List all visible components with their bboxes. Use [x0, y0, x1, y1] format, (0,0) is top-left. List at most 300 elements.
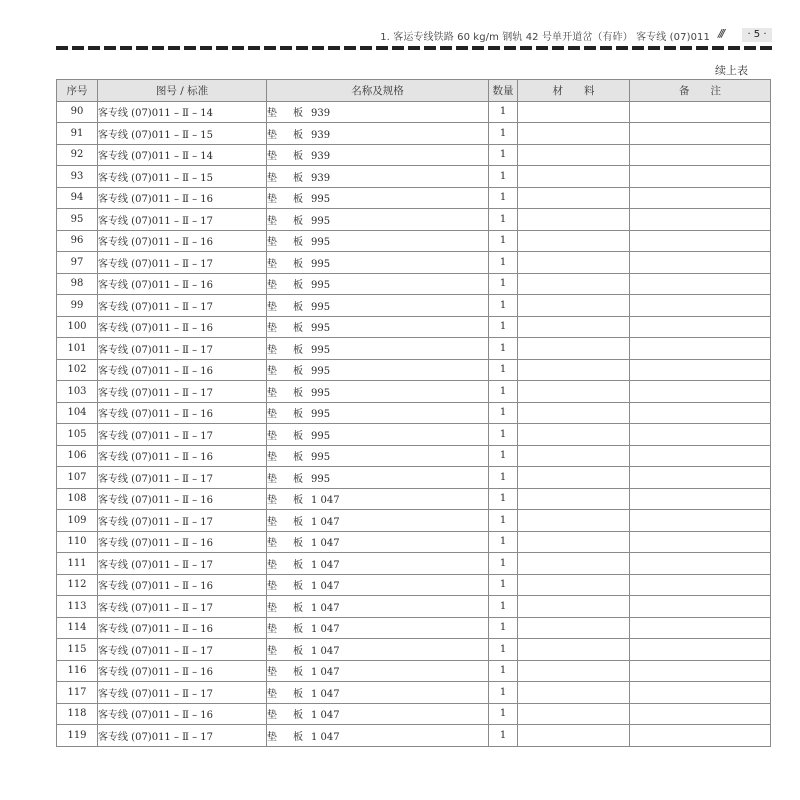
remarks-cell: [630, 402, 771, 424]
drawing-number: 客专线 (07)011 – Ⅱ – 17: [98, 252, 267, 274]
column-header-code: 图号 / 标准: [98, 80, 267, 102]
material-cell: [518, 445, 630, 467]
row-number: 92: [57, 144, 98, 166]
part-name-1: 垫: [267, 452, 277, 464]
row-number: 96: [57, 230, 98, 252]
row-number: 99: [57, 295, 98, 317]
part-spec: 995: [311, 387, 331, 399]
drawing-number: 客专线 (07)011 – Ⅱ – 16: [98, 230, 267, 252]
part-name-spec: [267, 424, 489, 446]
part-spec: 995: [311, 237, 331, 249]
part-name-2: 板: [293, 473, 303, 485]
row-number: 113: [57, 596, 98, 618]
quantity: 1: [489, 402, 518, 424]
quantity: 1: [489, 295, 518, 317]
part-name-1: 垫: [267, 602, 277, 614]
row-number: 94: [57, 187, 98, 209]
table-row: [57, 252, 771, 274]
table-row: [57, 703, 771, 725]
part-name-1: 垫: [267, 430, 277, 442]
drawing-number: 客专线 (07)011 – Ⅱ – 16: [98, 617, 267, 639]
part-name-2: 板: [293, 387, 303, 399]
drawing-number: 客专线 (07)011 – Ⅱ – 17: [98, 338, 267, 360]
remarks-cell: [630, 209, 771, 231]
part-name-2: 板: [293, 430, 303, 442]
part-name-1: 垫: [267, 215, 277, 227]
part-spec: 1 047: [311, 710, 340, 722]
part-name-1: 垫: [267, 667, 277, 679]
part-name-spec: [267, 445, 489, 467]
material-cell: [518, 703, 630, 725]
row-number: 105: [57, 424, 98, 446]
part-name-spec: [267, 273, 489, 295]
part-spec: 995: [311, 215, 331, 227]
material-cell: [518, 488, 630, 510]
quantity: 1: [489, 660, 518, 682]
table-row: [57, 273, 771, 295]
material-cell: [518, 359, 630, 381]
part-name-1: 垫: [267, 710, 277, 722]
material-cell: [518, 338, 630, 360]
row-number: 110: [57, 531, 98, 553]
quantity: 1: [489, 725, 518, 747]
part-name-2: 板: [293, 667, 303, 679]
material-cell: [518, 574, 630, 596]
part-spec: 995: [311, 430, 331, 442]
material-cell: [518, 166, 630, 188]
table-row: [57, 295, 771, 317]
part-spec: 995: [311, 344, 331, 356]
part-name-2: 板: [293, 237, 303, 249]
table-row: [57, 510, 771, 532]
material-cell: [518, 682, 630, 704]
part-name-1: 垫: [267, 280, 277, 292]
remarks-cell: [630, 424, 771, 446]
part-name-2: 板: [293, 366, 303, 378]
drawing-number: 客专线 (07)011 – Ⅱ – 14: [98, 101, 267, 123]
part-name-spec: [267, 467, 489, 489]
part-spec: 995: [311, 366, 331, 378]
column-header-name: 名称及规格: [267, 80, 489, 102]
part-name-2: 板: [293, 108, 303, 120]
remarks-cell: [630, 316, 771, 338]
quantity: 1: [489, 101, 518, 123]
drawing-number: 客专线 (07)011 – Ⅱ – 17: [98, 467, 267, 489]
drawing-number: 客专线 (07)011 – Ⅱ – 17: [98, 295, 267, 317]
part-name-spec: [267, 488, 489, 510]
remarks-cell: [630, 166, 771, 188]
material-cell: [518, 467, 630, 489]
material-cell: [518, 144, 630, 166]
part-spec: 1 047: [311, 516, 340, 528]
drawing-number: 客专线 (07)011 – Ⅱ – 16: [98, 703, 267, 725]
material-cell: [518, 273, 630, 295]
part-name-2: 板: [293, 280, 303, 292]
drawing-number: 客专线 (07)011 – Ⅱ – 17: [98, 725, 267, 747]
material-cell: [518, 660, 630, 682]
material-cell: [518, 230, 630, 252]
part-name-spec: [267, 660, 489, 682]
row-number: 115: [57, 639, 98, 661]
row-number: 114: [57, 617, 98, 639]
part-name-spec: [267, 402, 489, 424]
part-spec: 995: [311, 452, 331, 464]
table-row: [57, 488, 771, 510]
table-row: [57, 187, 771, 209]
quantity: 1: [489, 166, 518, 188]
part-name-2: 板: [293, 258, 303, 270]
part-spec: 1 047: [311, 495, 340, 507]
part-name-1: 垫: [267, 194, 277, 206]
part-name-spec: [267, 144, 489, 166]
part-spec: 995: [311, 258, 331, 270]
row-number: 104: [57, 402, 98, 424]
part-name-1: 垫: [267, 495, 277, 507]
table-row: [57, 381, 771, 403]
remarks-cell: [630, 617, 771, 639]
row-number: 97: [57, 252, 98, 274]
remarks-cell: [630, 574, 771, 596]
remarks-cell: [630, 596, 771, 618]
row-number: 90: [57, 101, 98, 123]
remarks-cell: [630, 123, 771, 145]
part-name-2: 板: [293, 516, 303, 528]
part-name-1: 垫: [267, 237, 277, 249]
quantity: 1: [489, 359, 518, 381]
part-name-2: 板: [293, 538, 303, 550]
part-name-spec: [267, 187, 489, 209]
part-spec: 1 047: [311, 559, 340, 571]
part-name-spec: [267, 553, 489, 575]
part-name-spec: [267, 359, 489, 381]
row-number: 111: [57, 553, 98, 575]
part-spec: 1 047: [311, 624, 340, 636]
part-spec: 995: [311, 473, 331, 485]
part-name-1: 垫: [267, 129, 277, 141]
part-name-1: 垫: [267, 258, 277, 270]
drawing-number: 客专线 (07)011 – Ⅱ – 17: [98, 553, 267, 575]
remarks-cell: [630, 488, 771, 510]
part-name-2: 板: [293, 495, 303, 507]
column-header-remarks: 备 注: [630, 80, 771, 102]
parts-table: [56, 79, 771, 747]
part-name-spec: [267, 596, 489, 618]
quantity: 1: [489, 574, 518, 596]
part-spec: 995: [311, 194, 331, 206]
part-name-2: 板: [293, 409, 303, 421]
quantity: 1: [489, 338, 518, 360]
table-row: [57, 166, 771, 188]
part-name-2: 板: [293, 151, 303, 163]
remarks-cell: [630, 682, 771, 704]
part-name-spec: [267, 123, 489, 145]
quantity: 1: [489, 467, 518, 489]
material-cell: [518, 381, 630, 403]
drawing-number: 客专线 (07)011 – Ⅱ – 15: [98, 123, 267, 145]
part-spec: 995: [311, 301, 331, 313]
material-cell: [518, 209, 630, 231]
part-name-1: 垫: [267, 108, 277, 120]
part-name-spec: [267, 209, 489, 231]
part-name-spec: [267, 166, 489, 188]
part-name-spec: [267, 381, 489, 403]
table-row: [57, 596, 771, 618]
part-name-2: 板: [293, 301, 303, 313]
material-cell: [518, 295, 630, 317]
drawing-number: 客专线 (07)011 – Ⅱ – 16: [98, 531, 267, 553]
table-row: [57, 682, 771, 704]
material-cell: [518, 531, 630, 553]
drawing-number: 客专线 (07)011 – Ⅱ – 16: [98, 273, 267, 295]
header-slashes: ///: [718, 27, 724, 40]
row-number: 117: [57, 682, 98, 704]
quantity: 1: [489, 596, 518, 618]
remarks-cell: [630, 531, 771, 553]
part-name-2: 板: [293, 645, 303, 657]
drawing-number: 客专线 (07)011 – Ⅱ – 16: [98, 660, 267, 682]
table-row: [57, 123, 771, 145]
remarks-cell: [630, 381, 771, 403]
part-spec: 1 047: [311, 538, 340, 550]
drawing-number: 客专线 (07)011 – Ⅱ – 16: [98, 488, 267, 510]
quantity: 1: [489, 381, 518, 403]
part-name-1: 垫: [267, 624, 277, 636]
row-number: 91: [57, 123, 98, 145]
part-name-2: 板: [293, 710, 303, 722]
part-name-spec: [267, 617, 489, 639]
part-spec: 939: [311, 129, 331, 141]
part-name-1: 垫: [267, 151, 277, 163]
drawing-number: 客专线 (07)011 – Ⅱ – 15: [98, 166, 267, 188]
table-row: [57, 144, 771, 166]
quantity: 1: [489, 144, 518, 166]
remarks-cell: [630, 660, 771, 682]
drawing-number: 客专线 (07)011 – Ⅱ – 16: [98, 574, 267, 596]
part-spec: 1 047: [311, 667, 340, 679]
part-name-spec: [267, 639, 489, 661]
quantity: 1: [489, 510, 518, 532]
part-name-2: 板: [293, 194, 303, 206]
row-number: 118: [57, 703, 98, 725]
table-row: [57, 725, 771, 747]
drawing-number: 客专线 (07)011 – Ⅱ – 17: [98, 424, 267, 446]
part-name-spec: [267, 725, 489, 747]
drawing-number: 客专线 (07)011 – Ⅱ – 17: [98, 209, 267, 231]
row-number: 98: [57, 273, 98, 295]
part-name-spec: [267, 252, 489, 274]
table-row: [57, 316, 771, 338]
part-name-2: 板: [293, 129, 303, 141]
part-name-spec: [267, 510, 489, 532]
material-cell: [518, 101, 630, 123]
part-name-spec: [267, 682, 489, 704]
part-name-spec: [267, 703, 489, 725]
part-name-1: 垫: [267, 688, 277, 700]
part-name-spec: [267, 338, 489, 360]
row-number: 112: [57, 574, 98, 596]
quantity: 1: [489, 488, 518, 510]
remarks-cell: [630, 725, 771, 747]
table-row: [57, 617, 771, 639]
part-name-1: 垫: [267, 473, 277, 485]
part-name-1: 垫: [267, 387, 277, 399]
part-spec: 995: [311, 323, 331, 335]
quantity: 1: [489, 553, 518, 575]
part-spec: 1 047: [311, 688, 340, 700]
drawing-number: 客专线 (07)011 – Ⅱ – 17: [98, 682, 267, 704]
quantity: 1: [489, 531, 518, 553]
part-name-1: 垫: [267, 516, 277, 528]
remarks-cell: [630, 703, 771, 725]
quantity: 1: [489, 209, 518, 231]
remarks-cell: [630, 230, 771, 252]
part-name-2: 板: [293, 344, 303, 356]
part-name-2: 板: [293, 602, 303, 614]
drawing-number: 客专线 (07)011 – Ⅱ – 17: [98, 381, 267, 403]
row-number: 102: [57, 359, 98, 381]
page-number: · 5 ·: [742, 28, 772, 42]
drawing-number: 客专线 (07)011 – Ⅱ – 17: [98, 639, 267, 661]
material-cell: [518, 424, 630, 446]
quantity: 1: [489, 273, 518, 295]
part-name-2: 板: [293, 559, 303, 571]
part-spec: 1 047: [311, 731, 340, 743]
row-number: 109: [57, 510, 98, 532]
quantity: 1: [489, 316, 518, 338]
drawing-number: 客专线 (07)011 – Ⅱ – 16: [98, 316, 267, 338]
part-spec: 995: [311, 409, 331, 421]
drawing-number: 客专线 (07)011 – Ⅱ – 16: [98, 359, 267, 381]
header-divider: [56, 46, 772, 50]
row-number: 106: [57, 445, 98, 467]
part-spec: 939: [311, 108, 331, 120]
part-name-spec: [267, 101, 489, 123]
part-name-1: 垫: [267, 344, 277, 356]
drawing-number: 客专线 (07)011 – Ⅱ – 16: [98, 187, 267, 209]
quantity: 1: [489, 617, 518, 639]
material-cell: [518, 252, 630, 274]
column-header-no: 序号: [57, 80, 98, 102]
material-cell: [518, 553, 630, 575]
part-name-1: 垫: [267, 409, 277, 421]
continued-label: 续上表: [715, 64, 748, 77]
quantity: 1: [489, 230, 518, 252]
remarks-cell: [630, 101, 771, 123]
row-number: 101: [57, 338, 98, 360]
part-spec: 1 047: [311, 581, 340, 593]
part-name-spec: [267, 295, 489, 317]
remarks-cell: [630, 295, 771, 317]
table-row: [57, 359, 771, 381]
row-number: 95: [57, 209, 98, 231]
part-spec: 939: [311, 151, 331, 163]
material-cell: [518, 402, 630, 424]
page-header: [0, 28, 800, 44]
part-name-1: 垫: [267, 323, 277, 335]
table-row: [57, 467, 771, 489]
part-name-spec: [267, 316, 489, 338]
row-number: 108: [57, 488, 98, 510]
drawing-number: 客专线 (07)011 – Ⅱ – 14: [98, 144, 267, 166]
part-name-1: 垫: [267, 559, 277, 571]
remarks-cell: [630, 510, 771, 532]
remarks-cell: [630, 338, 771, 360]
material-cell: [518, 596, 630, 618]
table-row: [57, 209, 771, 231]
quantity: 1: [489, 123, 518, 145]
quantity: 1: [489, 639, 518, 661]
drawing-number: 客专线 (07)011 – Ⅱ – 16: [98, 445, 267, 467]
part-name-2: 板: [293, 323, 303, 335]
part-spec: 939: [311, 172, 331, 184]
part-name-1: 垫: [267, 366, 277, 378]
row-number: 93: [57, 166, 98, 188]
remarks-cell: [630, 187, 771, 209]
table-row: [57, 445, 771, 467]
table-row: [57, 338, 771, 360]
column-header-material: 材 料: [518, 80, 630, 102]
remarks-cell: [630, 639, 771, 661]
quantity: 1: [489, 252, 518, 274]
quantity: 1: [489, 703, 518, 725]
part-name-1: 垫: [267, 645, 277, 657]
table-row: [57, 660, 771, 682]
part-name-spec: [267, 531, 489, 553]
quantity: 1: [489, 424, 518, 446]
drawing-number: 客专线 (07)011 – Ⅱ – 16: [98, 402, 267, 424]
part-name-spec: [267, 574, 489, 596]
material-cell: [518, 639, 630, 661]
part-name-1: 垫: [267, 731, 277, 743]
header-title: 1. 客运专线铁路 60 kg/m 钢轨 42 号单开道岔（有砟） 客专线 (07)011: [380, 32, 710, 43]
part-name-2: 板: [293, 688, 303, 700]
row-number: 107: [57, 467, 98, 489]
remarks-cell: [630, 553, 771, 575]
material-cell: [518, 187, 630, 209]
table-row: [57, 402, 771, 424]
drawing-number: 客专线 (07)011 – Ⅱ – 17: [98, 596, 267, 618]
table-row: [57, 574, 771, 596]
table-row: [57, 553, 771, 575]
row-number: 103: [57, 381, 98, 403]
row-number: 119: [57, 725, 98, 747]
part-spec: 1 047: [311, 602, 340, 614]
part-name-2: 板: [293, 215, 303, 227]
material-cell: [518, 510, 630, 532]
material-cell: [518, 123, 630, 145]
remarks-cell: [630, 445, 771, 467]
remarks-cell: [630, 273, 771, 295]
part-name-2: 板: [293, 172, 303, 184]
material-cell: [518, 316, 630, 338]
material-cell: [518, 725, 630, 747]
part-name-2: 板: [293, 452, 303, 464]
part-name-1: 垫: [267, 172, 277, 184]
table-row: [57, 531, 771, 553]
remarks-cell: [630, 144, 771, 166]
part-spec: 1 047: [311, 645, 340, 657]
quantity: 1: [489, 682, 518, 704]
part-name-1: 垫: [267, 538, 277, 550]
material-cell: [518, 617, 630, 639]
table-row: [57, 424, 771, 446]
remarks-cell: [630, 252, 771, 274]
part-name-2: 板: [293, 581, 303, 593]
table-row: [57, 639, 771, 661]
quantity: 1: [489, 187, 518, 209]
part-name-spec: [267, 230, 489, 252]
part-name-1: 垫: [267, 581, 277, 593]
